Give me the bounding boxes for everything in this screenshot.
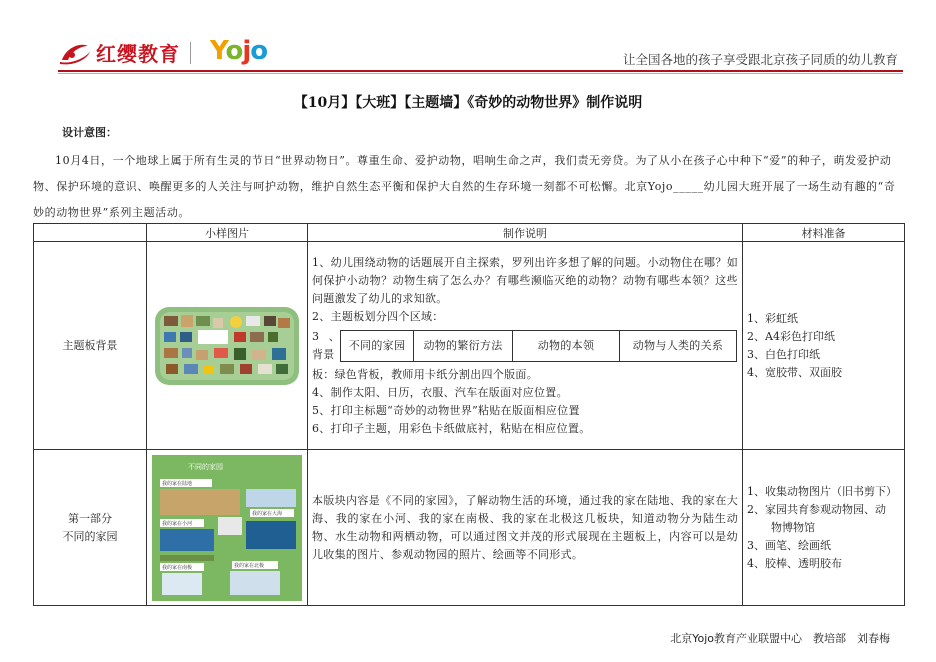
board-areas-table <box>340 330 737 362</box>
hongying-brand-text: 红缨教育 <box>96 42 180 66</box>
material-item: 4、宽胶带、双面胶 <box>747 365 842 379</box>
material-item: 3、画笔、绘画纸 <box>747 538 831 552</box>
design-intent-label: 设计意图： <box>62 126 117 139</box>
area-cell: 动物的繁衍方法 <box>414 330 513 361</box>
board-label-text: 我的家在大海 <box>252 510 283 517</box>
instructions-cell-part-one: 本版块内容是《不同的家园》，了解动物生活的环境，通过我的家在陆地、我的家在大海、我的家在小河、我的家在南极、我的家在北极这几板块，知道动物分为陆生动物、水生动物和两栖动物，可以通过图文并茂的形式展现在主题板上，内容可以是幼儿收集的图片、参观动物园的照片、绘画等不同形式。 <box>308 450 743 606</box>
material-item: 2、A4彩色打印纸 <box>747 329 835 343</box>
row-name-background: 主题板背景 <box>34 242 147 450</box>
material-item: 4、胶棒、透明胶布 <box>747 556 842 570</box>
table-row <box>34 242 905 450</box>
material-item: 1、彩虹纸 <box>747 311 798 325</box>
materials-cell-background <box>743 242 905 450</box>
instruction-step-4: 4、制作太阳、日历，衣服、汽车在版面对应位置。 <box>312 385 568 399</box>
header-cell-blank <box>34 224 147 242</box>
instruction-step-3: 板：绿色背板，教师用卡纸分割出四个版面。 <box>312 367 538 381</box>
sample-image-cell <box>147 242 308 450</box>
areas-row <box>312 328 738 364</box>
header-cell-sample: 小样图片 <box>147 224 308 242</box>
yojo-letter: o <box>250 36 268 66</box>
header-cell-instructions: 制作说明 <box>308 224 743 242</box>
logo-divider <box>190 42 191 64</box>
header-rule <box>58 70 903 72</box>
board-label-text: 我的家在北极 <box>234 562 265 569</box>
materials-cell-part-one <box>743 450 905 606</box>
row-name-part-one <box>34 450 147 606</box>
yojo-letter: o <box>225 36 243 66</box>
instruction-table <box>33 223 905 606</box>
yojo-letter: j <box>242 36 251 66</box>
instruction-step-3-prefix: 3、背景 <box>312 329 340 361</box>
table-header-row <box>34 224 905 242</box>
yojo-logo <box>210 36 267 66</box>
material-item: 1、收集动物图片（旧书剪下） <box>747 484 897 498</box>
instruction-step-1: 1、幼儿围绕动物的话题展开自主探索，罗列出许多想了解的问题。小动物住在哪？如何保护小动物？动物生病了怎么办？有哪些濒临灭绝的动物？动物有哪些本领？这些问题激发了幼儿的求知欲。 <box>312 255 738 305</box>
board-label-text: 我的家在南极 <box>162 564 193 571</box>
page-header <box>0 0 936 80</box>
habitat-board-sample-image <box>152 455 302 601</box>
hongying-logo <box>58 38 180 67</box>
header-cell-materials: 材料准备 <box>743 224 905 242</box>
board-label-text: 我的家在陆地 <box>162 480 193 487</box>
instruction-step-2: 2、主题板划分四个区域： <box>312 309 444 323</box>
board-label-text: 我的家在小河 <box>162 520 193 527</box>
instruction-step-6: 6、打印子主题，用彩色卡纸做底衬，粘贴在相应位置。 <box>312 421 591 435</box>
page-footer: 北京Yojo教育产业联盟中心 教培部 刘春梅 <box>670 632 890 645</box>
header-slogan: 让全国各地的孩子享受跟北京孩子同质的幼儿教育 <box>622 52 898 67</box>
instructions-cell-background <box>308 242 743 450</box>
intro-paragraph: 10月4日，一个地球上属于所有生灵的节日“世界动物日”。尊重生命、爱护动物，唱响生命之声，我们责无旁贷。为了从小在孩子心中种下“爱”的种子，萌发爱护动物、保护环境的意识、唤醒更多的人关注与呵护动物，维护自然生态平衡和保护大自然的生存环境一刻都不可松懈。北京Yojo_____幼儿园大班开展了一场生动有趣的“奇妙的动物世界”系列主题活动。 <box>33 154 896 219</box>
hongying-mark-icon <box>58 40 92 66</box>
instruction-step-5: 5、打印主标题“奇妙的动物世界”粘贴在版面相应位置 <box>312 403 580 417</box>
area-cell: 动物与人类的关系 <box>620 330 737 361</box>
sample-image-cell <box>147 450 308 606</box>
material-item: 3、白色打印纸 <box>747 347 820 361</box>
area-cell: 不同的家园 <box>341 330 414 361</box>
row-name-line: 不同的家园 <box>62 529 118 543</box>
material-item: 物博物馆 <box>771 520 815 534</box>
theme-board-sample-image <box>154 306 300 386</box>
yojo-letter: Y <box>210 36 226 66</box>
board-title-text: 不同的家园 <box>188 462 223 471</box>
row-name-line: 第一部分 <box>68 511 112 525</box>
area-cell: 动物的本领 <box>513 330 620 361</box>
document-title: 【10月】【大班】【主题墙】《奇妙的动物世界》制作说明 <box>293 95 643 111</box>
table-row <box>34 450 905 606</box>
header-rule-thin <box>58 73 903 74</box>
material-item: 2、家园共育参观动物园、动 <box>747 502 886 516</box>
